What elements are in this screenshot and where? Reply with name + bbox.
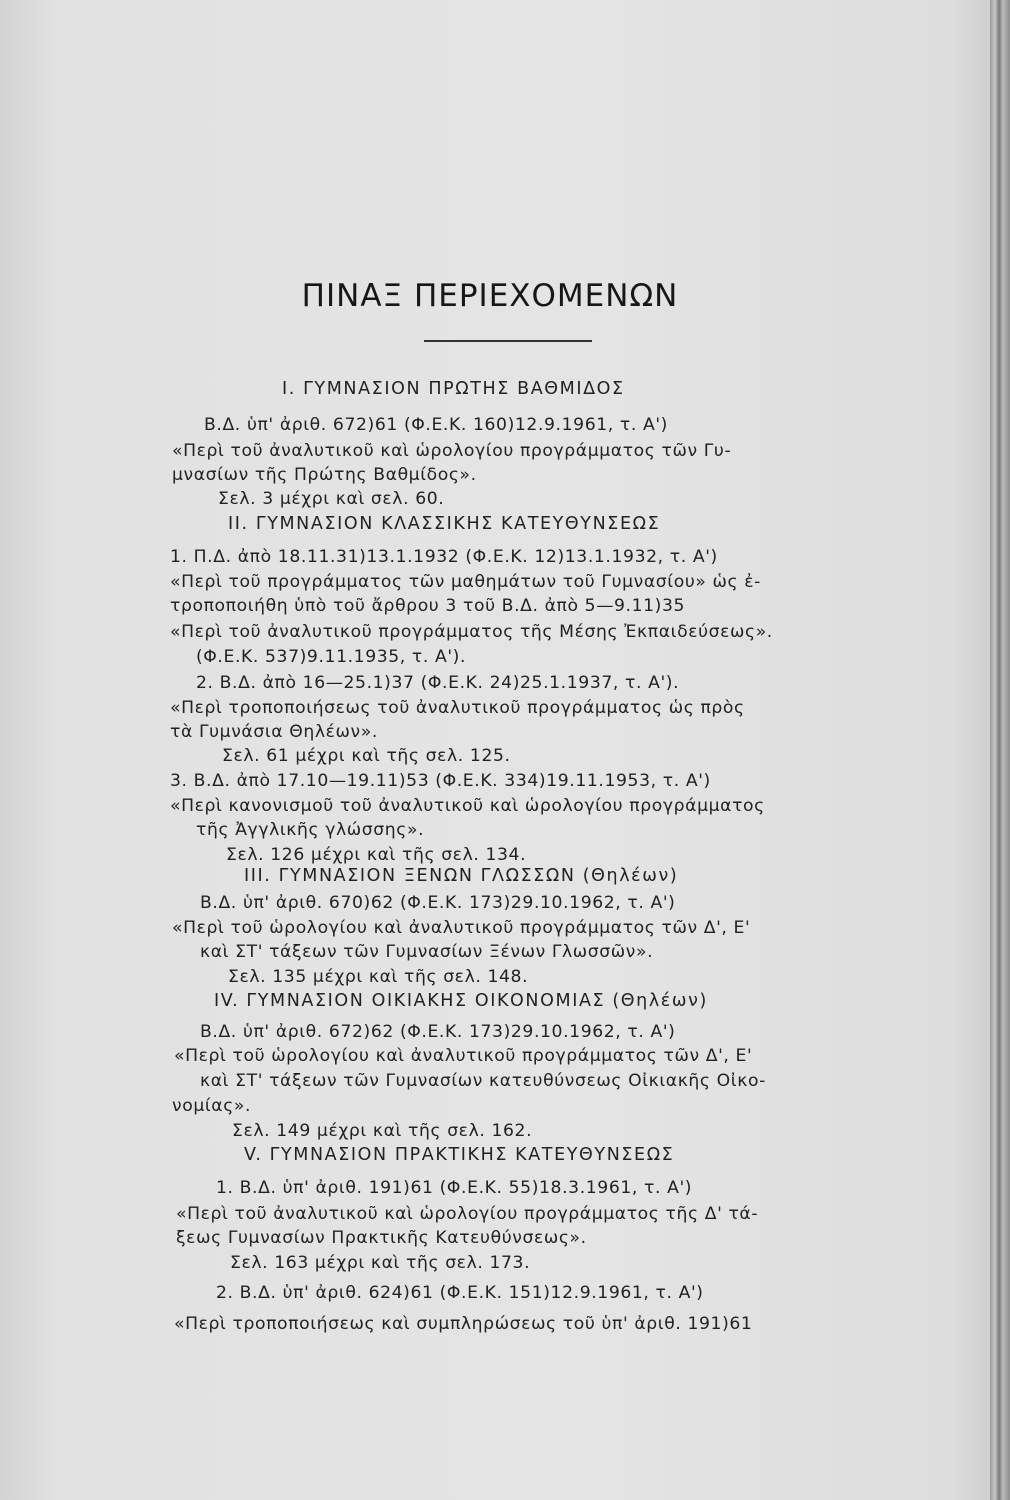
text-line: Σελ. 126 μέχρι καὶ τῆς σελ. 134. [226,845,527,865]
text-line: νομίας». [172,1096,252,1116]
section-heading-5: V. ΓΥΜΝΑΣΙΟΝ ΠΡΑΚΤΙΚΗΣ ΚΑΤΕΥΘΥΝΣΕΩΣ [244,1145,675,1165]
text-line: «Περὶ τοῦ ὡρολογίου καὶ ἀναλυτικοῦ προγράμματος τῶν Δ', Ε' [172,918,751,938]
text-line: «Περὶ τροποποιήσεως καὶ συμπληρώσεως τοῦ ὑπ' ἀριθ. 191)61 [174,1314,753,1334]
text-line: μνασίων τῆς Πρώτης Βαθμίδος». [172,465,477,485]
text-line: τὰ Γυμνάσια Θηλέων». [170,722,378,742]
text-line: 1. Β.Δ. ὑπ' ἀριθ. 191)61 (Φ.Ε.Κ. 55)18.3.1961, τ. Α') [216,1178,693,1198]
text-line: καὶ ΣΤ' τάξεων τῶν Γυμνασίων Ξένων Γλωσσῶν». [200,942,654,962]
title-underline [424,340,592,342]
text-line: 2. Β.Δ. ἀπὸ 16—25.1)37 (Φ.Ε.Κ. 24)25.1.1937, τ. Α'). [196,673,680,693]
text-line: «Περὶ κανονισμοῦ τοῦ ἀναλυτικοῦ καὶ ὡρολογίου προγράμματος [170,796,765,816]
section-heading-4: IV. ΓΥΜΝΑΣΙΟΝ ΟΙΚΙΑΚΗΣ ΟΙΚΟΝΟΜΙΑΣ (Θηλέων) [214,991,708,1011]
text-line: 1. Π.Δ. ἀπὸ 18.11.31)13.1.1932 (Φ.Ε.Κ. 12)13.1.1932, τ. Α') [170,547,718,567]
text-line: ξεως Γυμνασίων Πρακτικῆς Κατευθύνσεως». [176,1228,587,1248]
text-line: Σελ. 163 μέχρι καὶ τῆς σελ. 173. [230,1253,531,1273]
text-line: Σελ. 3 μέχρι καὶ σελ. 60. [218,489,445,509]
text-line: «Περὶ τοῦ ἀναλυτικοῦ καὶ ὡρολογίου προγράμματος τῶν Γυ- [172,441,732,461]
text-line: Β.Δ. ὑπ' ἀριθ. 672)62 (Φ.Ε.Κ. 173)29.10.1962, τ. Α') [200,1022,676,1042]
page-title: ΠΙΝΑΞ ΠΕΡΙΕΧΟΜΕΝΩΝ [301,278,679,314]
section-heading-2: II. ΓΥΜΝΑΣΙΟΝ ΚΛΑΣΣΙΚΗΣ ΚΑΤΕΥΘΥΝΣΕΩΣ [228,514,661,534]
text-line: Σελ. 61 μέχρι καὶ τῆς σελ. 125. [222,746,511,766]
text-line: (Φ.Ε.Κ. 537)9.11.1935, τ. Α'). [196,647,467,667]
section-heading-3: III. ΓΥΜΝΑΣΙΟΝ ΞΕΝΩΝ ΓΛΩΣΣΩΝ (Θηλέων) [244,866,679,886]
text-line: 2. Β.Δ. ὑπ' ἀριθ. 624)61 (Φ.Ε.Κ. 151)12.9.1961, τ. Α') [216,1283,704,1303]
text-line: τῆς Ἀγγλικῆς γλώσσης». [196,820,425,840]
text-line: «Περὶ τροποποιήσεως τοῦ ἀναλυτικοῦ προγράμματος ὡς πρὸς [170,698,745,718]
page-edge [990,0,1010,1500]
text-line: Β.Δ. ὑπ' ἀριθ. 672)61 (Φ.Ε.Κ. 160)12.9.1961, τ. Α') [204,415,668,435]
text-line: Σελ. 149 μέχρι καὶ τῆς σελ. 162. [232,1121,533,1141]
text-line: «Περὶ τοῦ ἀναλυτικοῦ καὶ ὡρολογίου προγράμματος τῆς Δ' τά- [176,1204,759,1224]
text-line: «Περὶ τοῦ ἀναλυτικοῦ προγράμματος τῆς Μέσης Ἐκπαιδεύσεως». [170,622,773,642]
text-line: καὶ ΣΤ' τάξεων τῶν Γυμνασίων κατευθύνσεως Οἰκιακῆς Οἰκο- [200,1071,766,1091]
section-heading-1: I. ΓΥΜΝΑΣΙΟΝ ΠΡΩΤΗΣ ΒΑΘΜΙΔΟΣ [282,379,625,399]
text-line: «Περὶ τοῦ προγράμματος τῶν μαθημάτων τοῦ Γυμνασίου» ὡς ἐ- [170,572,761,592]
text-line: Β.Δ. ὑπ' ἀριθ. 670)62 (Φ.Ε.Κ. 173)29.10.1962, τ. Α') [200,893,676,913]
text-line: Σελ. 135 μέχρι καὶ τῆς σελ. 148. [228,967,529,987]
text-line: 3. Β.Δ. ἀπὸ 17.10—19.11)53 (Φ.Ε.Κ. 334)19.11.1953, τ. Α') [170,771,711,791]
text-line: τροποποιήθη ὑπὸ τοῦ ἄρθρου 3 τοῦ Β.Δ. ἀπὸ 5—9.11)35 [170,596,686,616]
text-line: «Περὶ τοῦ ὡρολογίου καὶ ἀναλυτικοῦ προγράμματος τῶν Δ', Ε' [174,1046,753,1066]
